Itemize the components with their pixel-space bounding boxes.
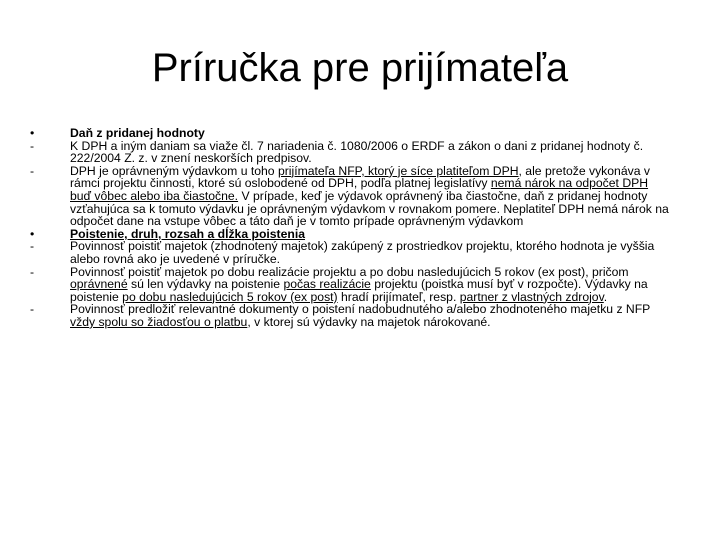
dash-marker: - — [30, 239, 35, 254]
list-item — [30, 303, 670, 328]
text-segment: , v ktorej sú výdavky na majetok nárokované. — [247, 314, 491, 329]
slide-title: Príručka pre prijímateľa — [151, 46, 569, 90]
text-segment: Daň z pridanej hodnoty — [70, 126, 205, 140]
text-segment: Povinnosť poistiť majetok po dobu realizácie projektu a po dobu nasledujúcich 5 rokov (ex post), pričom — [70, 264, 629, 279]
text-segment: hradí prijímateľ, resp. — [337, 289, 460, 304]
list-item — [30, 240, 670, 265]
underlined-text: nemá nárok na odpočet DPH buď vôbec alebo iba čiastočne. — [70, 176, 649, 203]
underlined-text: počas realizácie — [283, 277, 371, 292]
text-segment: , ale pretože vykonáva v rámci projektu činnosti, ktoré sú oslobodené od DPH, podľa platnej legislatívy — [70, 163, 650, 191]
list-item-text — [70, 303, 670, 328]
text-segment: Povinnosť poistiť majetok (zhodnotený majetok) zakúpený z prostriedkov projektu, ktorého hodnota je vyššia alebo rovná ako je uvedené v príručke. — [70, 239, 655, 266]
underlined-text: partner z vlastných zdrojov — [459, 289, 604, 304]
text-segment: sú len výdavky na poistenie — [127, 277, 284, 292]
text-segment: . — [603, 289, 608, 304]
text-segment: K DPH a iným daniam sa viaže čl. 7 nariadenia č. 1080/2006 o ERDF a zákon o dani z pridanej hodnoty č. 222/2004 Z. z. v znení neskorších predpisov. — [70, 138, 644, 166]
dash-marker: - — [30, 138, 35, 153]
list-item — [30, 266, 670, 304]
list-item-text — [70, 240, 670, 265]
underlined-text: oprávnené — [70, 277, 128, 292]
bullet-marker: • — [30, 226, 35, 241]
list-item-text — [70, 266, 670, 304]
underlined-text: po dobu nasledujúcich 5 rokov (ex post) — [122, 289, 338, 304]
list-item-text — [70, 165, 670, 228]
text-segment: V prípade, keď je výdavok oprávnený iba čiastočne, daň z pridanej hodnoty vzťahujúca sa k tomuto výdavku je oprávneným výdavkom v rovnakom pomere. Neplatiteľ DPH nemá nárok na odpočet dane na vstupe vôbec a táto daň je v tomto prípade oprávneným výdavkom — [70, 188, 669, 229]
bullet-list — [30, 127, 670, 329]
underlined-text: prijímateľa NFP, ktorý je síce platiteľom DPH — [277, 163, 519, 178]
list-item — [30, 140, 670, 165]
dash-marker: - — [30, 163, 35, 178]
text-segment: Povinnosť predložiť relevantné dokumenty o poistení nadobudnutého a/alebo zhodnoteného majetku z NFP — [70, 302, 651, 317]
list-item-text — [70, 140, 670, 165]
dash-marker: - — [30, 302, 35, 317]
underlined-text: Poistenie, druh, rozsah a dĺžka poistenia — [70, 226, 306, 241]
bullet-marker: • — [30, 126, 35, 140]
underlined-text: vždy spolu so žiadosťou o platbu — [70, 314, 248, 329]
list-item — [30, 165, 670, 228]
text-segment: DPH je oprávneným výdavkom u toho — [70, 163, 278, 178]
text-segment: projektu (poistka musí byť v rozpočte). Výdavky na poistenie — [70, 277, 648, 304]
dash-marker: - — [30, 264, 35, 279]
